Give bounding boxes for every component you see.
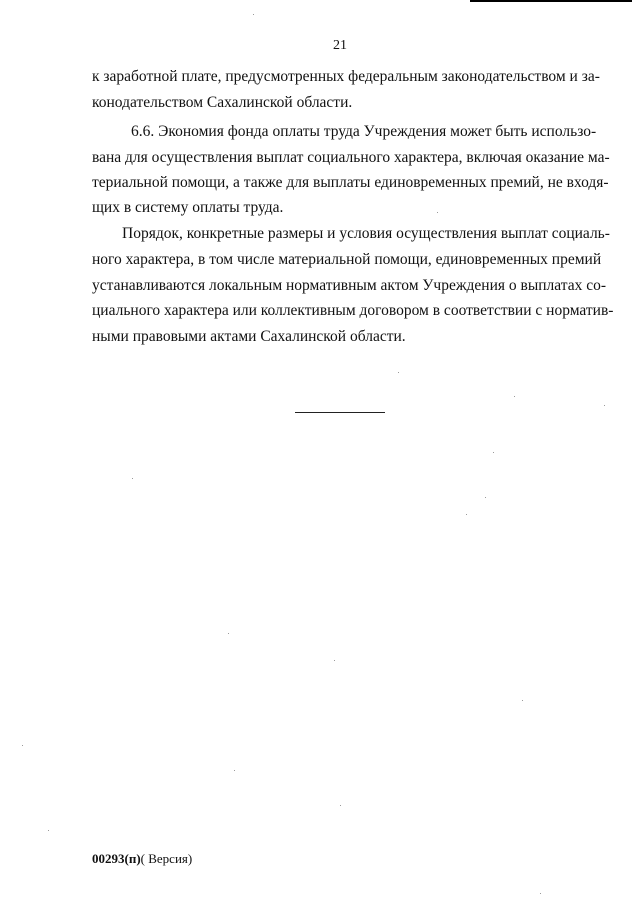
scan-speck: [234, 770, 235, 771]
paragraph-2-line-4: щих в систему оплаты труда.: [92, 199, 284, 216]
paragraph-2-line-2: вана для осуществления выплат социального характера, включая оказание ма-: [92, 149, 610, 166]
scan-speck: [253, 14, 254, 15]
scan-speck: [604, 405, 605, 406]
scan-speck: [540, 893, 541, 894]
scan-speck: [437, 212, 438, 213]
scan-speck: [22, 745, 23, 746]
paragraph-3-line-3: устанавливаются локальным нормативным актом Учреждения о выплатах со-: [92, 277, 607, 294]
scan-speck: [334, 660, 335, 661]
footer-version-label: ( Версия): [140, 851, 193, 866]
paragraph-3-line-4: циального характера или коллективным договором в соответствии с норматив-: [92, 302, 614, 319]
separator-line: [295, 412, 385, 413]
paragraph-2-line-3: териальной помощи, а также для выплаты единовременных премий, не входя-: [92, 174, 609, 191]
page-number: 21: [333, 38, 347, 53]
scan-speck: [132, 478, 133, 479]
footer-document-code: [92, 851, 192, 867]
paragraph-1-line-2: конодательством Сахалинской области.: [92, 94, 353, 111]
paragraph-3-line-5: ными правовыми актами Сахалинской области.: [92, 328, 406, 345]
scan-speck: [493, 452, 494, 453]
paragraph-2-line-1: 6.6. Экономия фонда оплаты труда Учреждения может быть использо-: [131, 123, 597, 140]
scan-speck: [485, 497, 486, 498]
scan-speck: [514, 396, 515, 397]
scan-speck: [48, 830, 49, 831]
scan-speck: [522, 700, 523, 701]
scan-edge-border: [470, 0, 632, 2]
scan-speck: [398, 372, 399, 373]
paragraph-1-line-1: к заработной плате, предусмотренных федеральным законодательством и за-: [92, 68, 600, 85]
scan-speck: [228, 633, 229, 634]
footer-code-number: 00293(п): [92, 851, 141, 866]
scan-speck: [466, 514, 467, 515]
scan-speck: [340, 805, 341, 806]
paragraph-3-line-2: ного характера, в том числе материальной помощи, единовременных премий: [92, 251, 602, 268]
paragraph-3-line-1: Порядок, конкретные размеры и условия осуществления выплат социаль-: [122, 225, 610, 242]
